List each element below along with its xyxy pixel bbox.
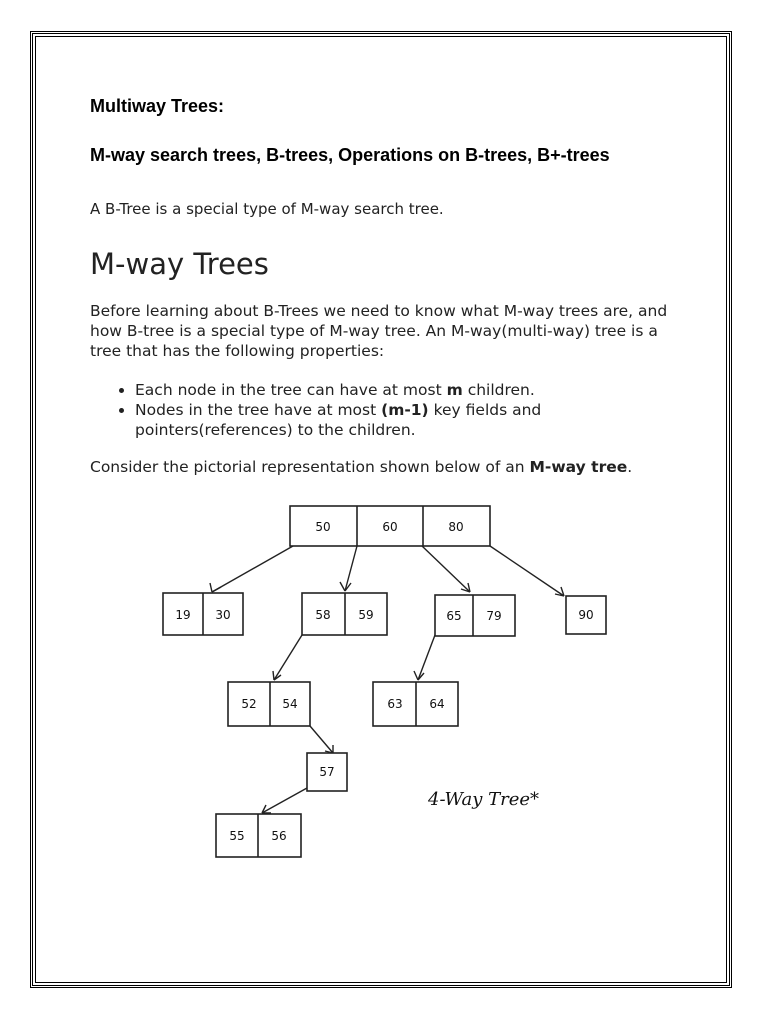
list-item (135, 400, 690, 440)
figure-intro-text: Consider the pictorial representation shown below of an (90, 458, 530, 476)
key-label: 63 (387, 697, 403, 711)
figure-caption: 4-Way Tree* (428, 789, 540, 810)
key-label: 90 (578, 608, 594, 622)
key-label: 64 (429, 697, 445, 711)
key-label: 19 (175, 608, 191, 622)
intro-paragraph: Before learning about B-Trees we need to know what M-way trees are, and how B-tree is a special type of M-way tree. An M-way(multi-way) tree is a tree that has the following properties: (90, 302, 668, 360)
key-label: 60 (382, 520, 398, 534)
arrow-head (210, 583, 221, 592)
edge-line (262, 788, 307, 813)
key-label: 56 (271, 829, 287, 843)
list-item (135, 380, 690, 400)
list-item-text: Nodes in the tree have at most (135, 401, 382, 419)
key-label: 54 (282, 697, 298, 711)
key-label: 55 (229, 829, 245, 843)
edge-line (490, 546, 564, 596)
key-label: 65 (446, 609, 462, 623)
key-label: 80 (448, 520, 464, 534)
key-label: 57 (319, 765, 335, 779)
edge-line (212, 546, 293, 592)
list-item-bold: m (446, 381, 463, 399)
key-label: 52 (241, 697, 257, 711)
list-item-text: children. (462, 381, 535, 399)
list-item-text: key fields and pointers(references) to the children. (135, 401, 542, 439)
property-list (90, 380, 690, 440)
edge-line (310, 726, 333, 753)
edge-line (418, 635, 435, 680)
key-label: 59 (358, 608, 374, 622)
document-subtitle: M-way search trees, B-trees, Operations on B-trees, B+-trees (90, 145, 610, 165)
figure-intro-bold: M-way tree (529, 458, 628, 476)
key-label: 58 (315, 608, 331, 622)
figure-intro (90, 458, 690, 476)
edge-line (274, 635, 302, 680)
key-label: 79 (486, 609, 502, 623)
figure-intro-text: . (627, 458, 633, 476)
list-item-text: Each node in the tree can have at most (135, 381, 447, 399)
list-item-bold: (m-1) (381, 401, 429, 419)
key-label: 50 (315, 520, 331, 534)
intro-text: A B-Tree is a special type of M-way search tree. (90, 200, 444, 218)
section-heading: M-way Trees (90, 247, 269, 281)
document-title: Multiway Trees: (90, 96, 225, 116)
node-52-54 (228, 682, 310, 726)
tree-diagram (150, 495, 620, 870)
edge-line (345, 546, 357, 591)
key-label: 30 (215, 608, 231, 622)
edge-line (422, 546, 470, 592)
